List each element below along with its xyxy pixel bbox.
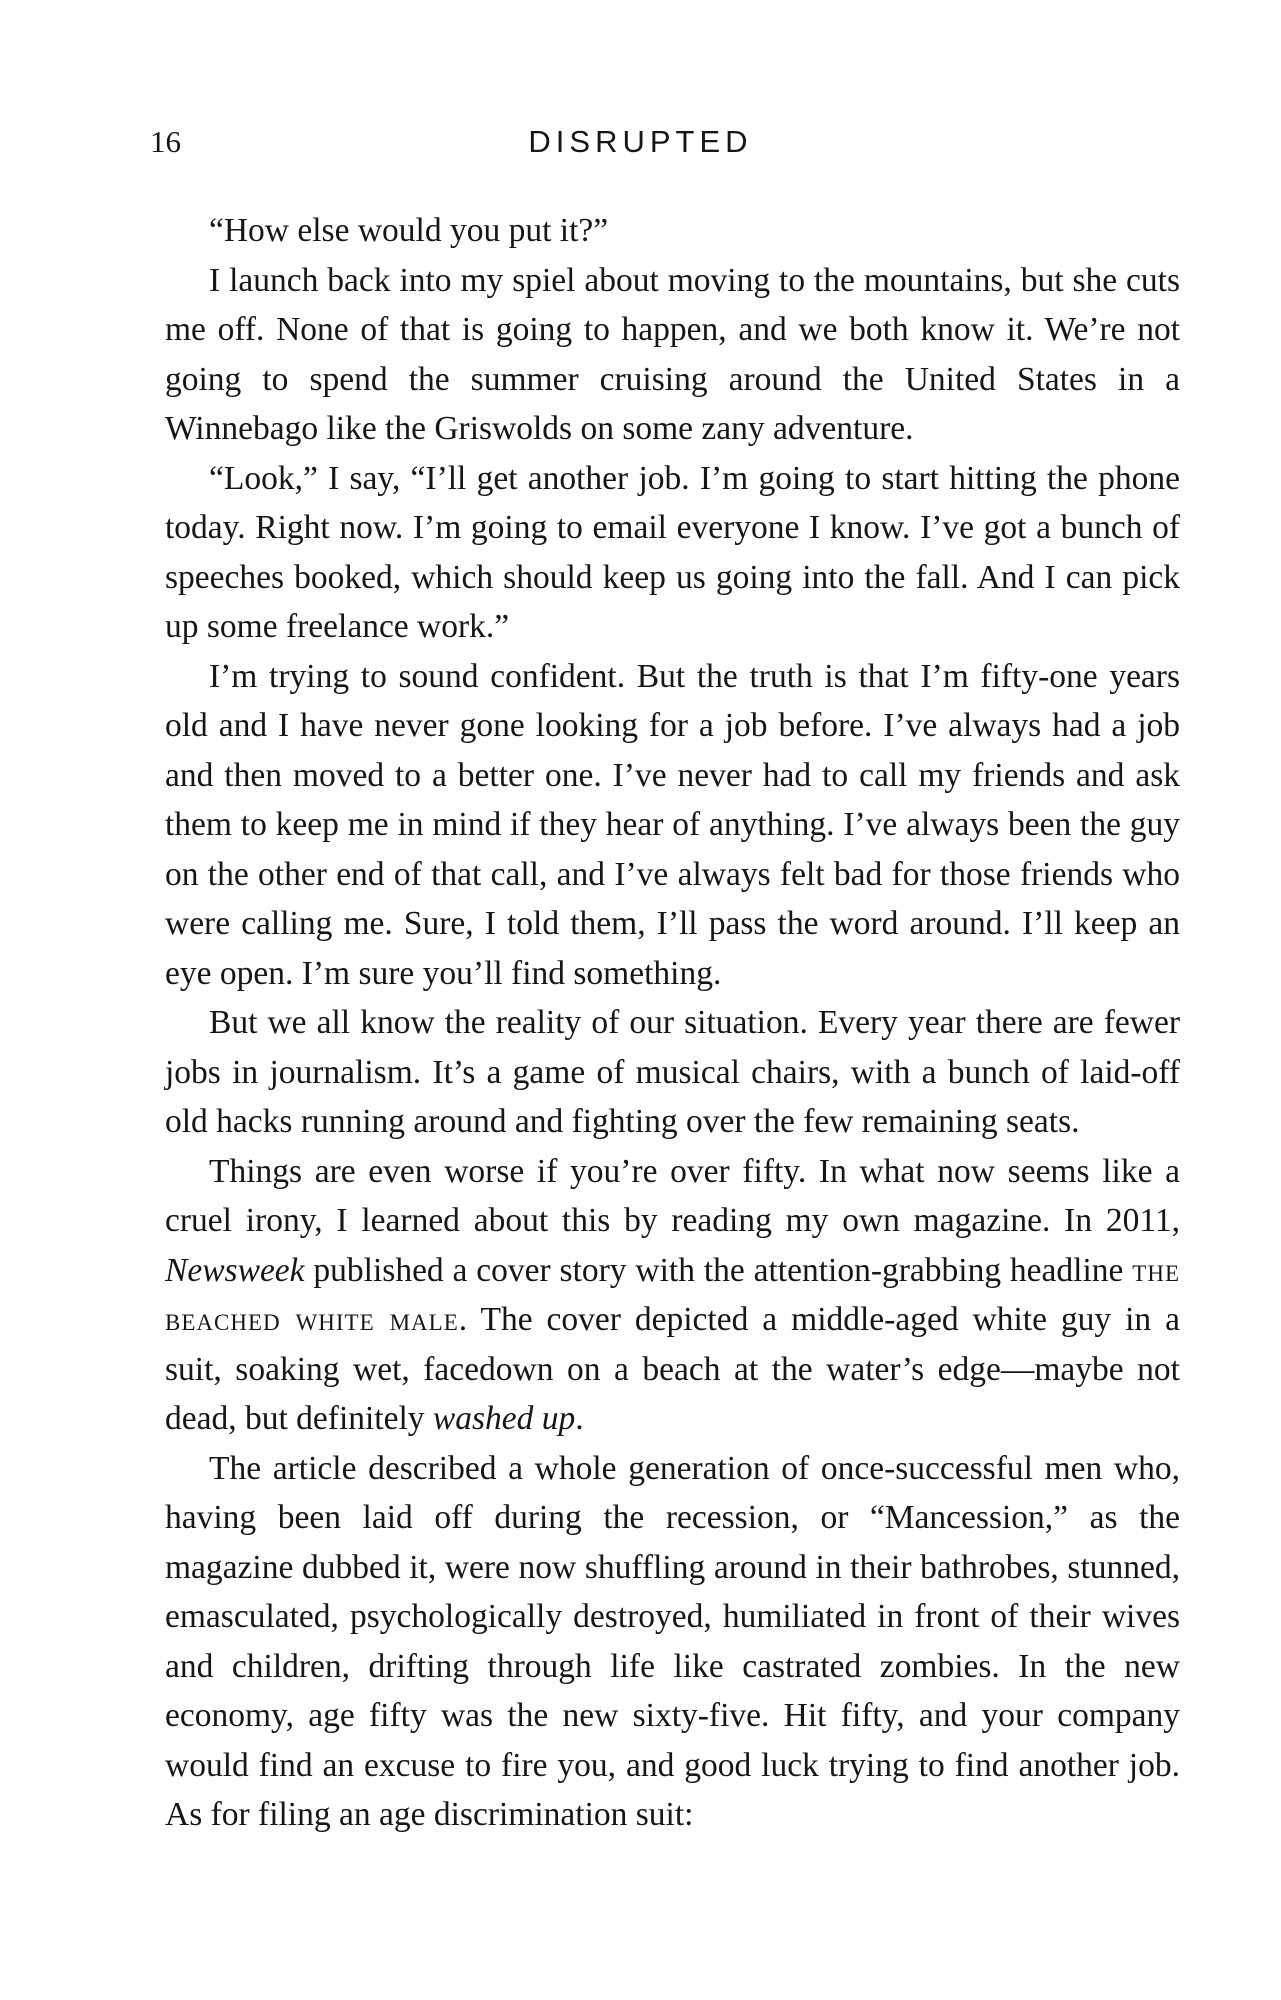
paragraph-5: But we all know the reality of our situation. Every year there are fewer jobs in journalism. It’s a game of musical chairs, with a bunch of laid-off old hacks running around and fighting over the few remaining seats. [165, 1004, 1180, 1140]
paragraph-6-text-b: published a cover story with the attention-grabbing headline [304, 1251, 1133, 1289]
paragraph-3: “Look,” I say, “I’ll get another job. I’m going to start hitting the phone today. Right now. I’m going to email everyone I know. I’ve got a bunch of speeches booked, which should keep us going into the fall. And I can pick up some freelance work.” [165, 459, 1180, 645]
paragraph-6-text-c: . The cover depicted a middle-aged white guy in a suit, soaking wet, facedown on a beach at the water’s edge—maybe not dead, but definitely [165, 1301, 1180, 1437]
headline-smallcaps: the beached white male [165, 1251, 1180, 1338]
paragraph-2: I launch back into my spiel about moving to the mountains, but she cuts me off. None of that is going to happen, and we both know it. We’re not going to spend the summer cruising around the United States in a Winnebago like the Griswolds on some zany adventure. [165, 261, 1180, 447]
washed-up-emphasis: washed up [432, 1400, 576, 1437]
paragraph-1: “How else would you put it?” [209, 212, 609, 249]
paragraph-6-text-d: . [575, 1400, 584, 1437]
paragraph-6 [165, 1147, 1180, 1444]
paragraph-7: The article described a whole generation of once-successful men who, having been laid off during the recession, or “Mancession,” as the magazine dubbed it, were now shuffling around in their bathrobes, stunned, emasculated, psychologically destroyed, humiliated in front of their wives and children, drifting through life like castrated zombies. In the new economy, age fifty was the new sixty-five. Hit fifty, and your company would find an excuse to fire you, and good luck trying to find another job. As for filing an age discrimination suit: [165, 1449, 1180, 1833]
paragraph-4: I’m trying to sound confident. But the truth is that I’m fifty-one years old and I have never gone looking for a job before. I’ve always had a job and then moved to a better one. I’ve never had to call my friends and ask them to keep me in mind if they hear of anything. I’ve always been the guy on the other end of that call, and I’ve always felt bad for those friends who were calling me. Sure, I told them, I’ll pass the word around. I’ll keep an eye open. I’m sure you’ll find something. [165, 657, 1180, 992]
running-head: DISRUPTED [528, 124, 753, 159]
body-text [165, 206, 1180, 1840]
paragraph-6-text-a: Things are even worse if you’re over fifty. In what now seems like a cruel irony, I learned about this by reading my own magazine. In 2011, [165, 1152, 1180, 1239]
newsweek-title: Newsweek [165, 1251, 305, 1289]
page-number: 16 [150, 124, 181, 159]
